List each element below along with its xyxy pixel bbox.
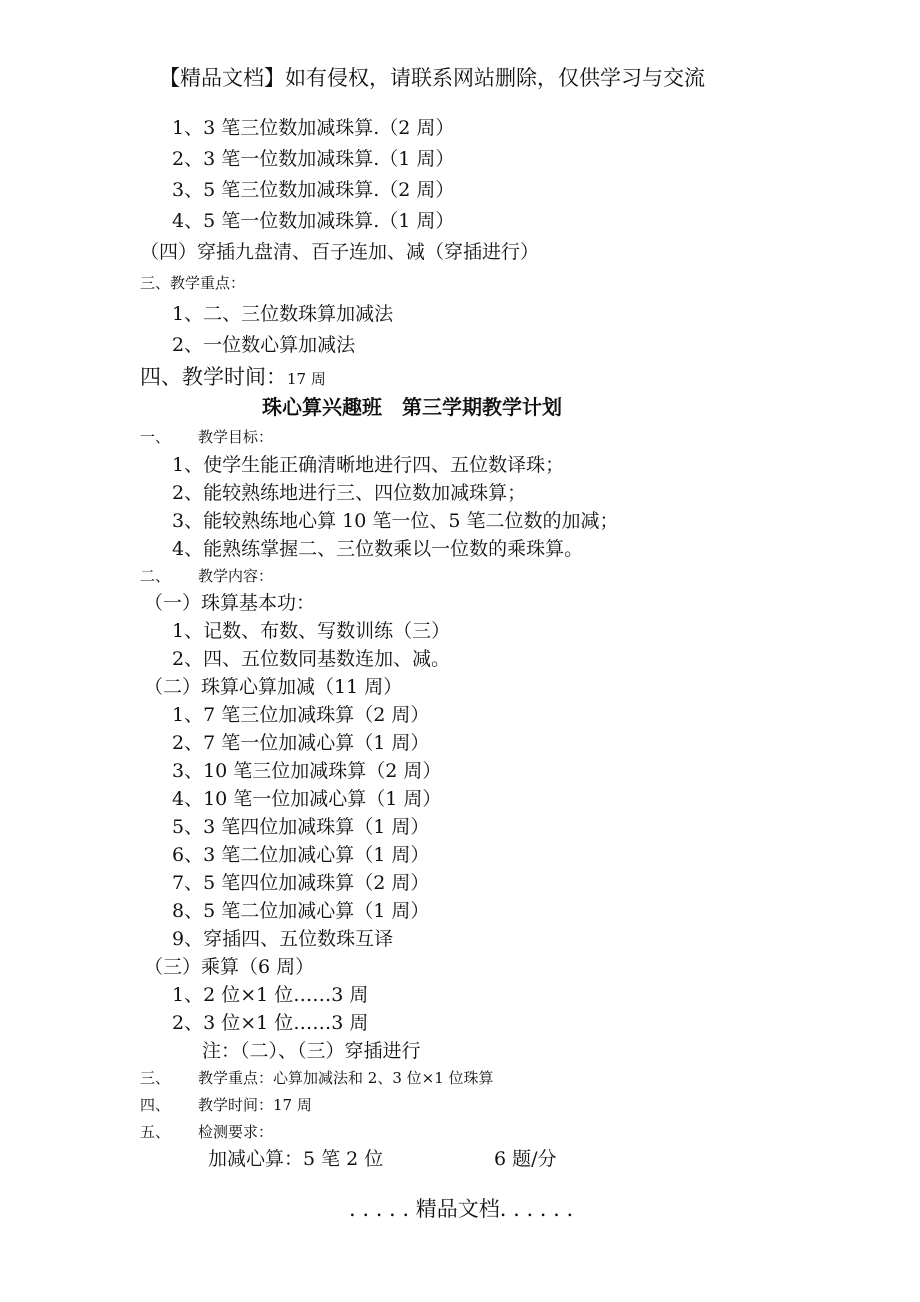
- list-item: 2、一位数心算加减法: [172, 334, 356, 356]
- page-footer: . . . . . 精品文档. . . . . .: [349, 1197, 574, 1221]
- time-line: [140, 367, 326, 388]
- list-item: 4、5 笔一位数加减珠算.（1 周）: [172, 210, 455, 232]
- test-row-value: 6 题/分: [494, 1148, 557, 1170]
- list-item: 1、使学生能正确清晰地进行四、五位数译珠；: [172, 454, 565, 476]
- list-item: 4、10 笔一位加减心算（1 周）: [172, 788, 442, 810]
- list-item: 7、5 笔四位加减珠算（2 周）: [172, 872, 430, 894]
- list-item: 2、3 笔一位数加减珠算.（1 周）: [172, 148, 455, 170]
- list-item: 1、7 笔三位加减珠算（2 周）: [172, 704, 430, 726]
- section-heading: 教学内容：: [198, 567, 274, 585]
- list-item: 2、四、五位数同基数连加、减。: [172, 648, 451, 670]
- list-item: 9、穿插四、五位数珠互译: [172, 928, 394, 950]
- subsection-heading: （三）乘算（6 周）: [144, 956, 315, 978]
- list-item: 3、5 笔三位数加减珠算.（2 周）: [172, 179, 455, 201]
- section-number: 二、: [140, 567, 171, 585]
- section-number: 一、: [140, 428, 171, 446]
- time-label: 四、教学时间：: [140, 365, 287, 389]
- list-item: 5、3 笔四位加减珠算（1 周）: [172, 816, 430, 838]
- section-number: 三、: [140, 1069, 171, 1087]
- list-item: 2、3 位×1 位……3 周: [172, 1012, 369, 1034]
- page-header: 【精品文档】如有侵权，请联系网站删除，仅供学习与交流: [159, 66, 705, 90]
- section-number: 四、: [140, 1096, 171, 1114]
- section-four-heading: （四）穿插九盘清、百子连加、减（穿插进行）: [140, 241, 540, 263]
- test-row-label: 加减心算：5 笔 2 位: [208, 1148, 384, 1170]
- list-item: 4、能熟练掌握二、三位数乘以一位数的乘珠算。: [172, 538, 584, 560]
- list-item: 1、2 位×1 位……3 周: [172, 984, 369, 1006]
- list-item: 1、记数、布数、写数训练（三）: [172, 620, 451, 642]
- list-item: 6、3 笔二位加减心算（1 周）: [172, 844, 430, 866]
- list-item: 8、5 笔二位加减心算（1 周）: [172, 900, 430, 922]
- list-item: 1、3 笔三位数加减珠算.（2 周）: [172, 117, 455, 139]
- section-text: 教学重点：心算加减法和 2、3 位×1 位珠算: [198, 1069, 494, 1087]
- focus-heading: 三、教学重点：: [140, 274, 246, 292]
- list-item: 1、二、三位数珠算加减法: [172, 303, 394, 325]
- time-value: 17 周: [287, 370, 326, 388]
- section-heading: 检测要求：: [198, 1123, 274, 1141]
- page-title: 珠心算兴趣班 第三学期教学计划: [262, 395, 562, 419]
- list-item: 2、7 笔一位加减心算（1 周）: [172, 732, 430, 754]
- subsection-heading: （一）珠算基本功：: [144, 592, 316, 614]
- section-text: 教学时间：17 周: [198, 1096, 312, 1114]
- list-item: 2、能较熟练地进行三、四位数加减珠算；: [172, 482, 527, 504]
- list-item: 3、10 笔三位加减珠算（2 周）: [172, 760, 442, 782]
- subsection-heading: （二）珠算心算加减（11 周）: [144, 676, 403, 698]
- section-heading: 教学目标：: [198, 428, 274, 446]
- list-item: 3、能较熟练地心算 10 笔一位、5 笔二位数的加减；: [172, 510, 619, 532]
- note: 注：（二）、（三）穿插进行: [202, 1040, 421, 1062]
- section-number: 五、: [140, 1123, 171, 1141]
